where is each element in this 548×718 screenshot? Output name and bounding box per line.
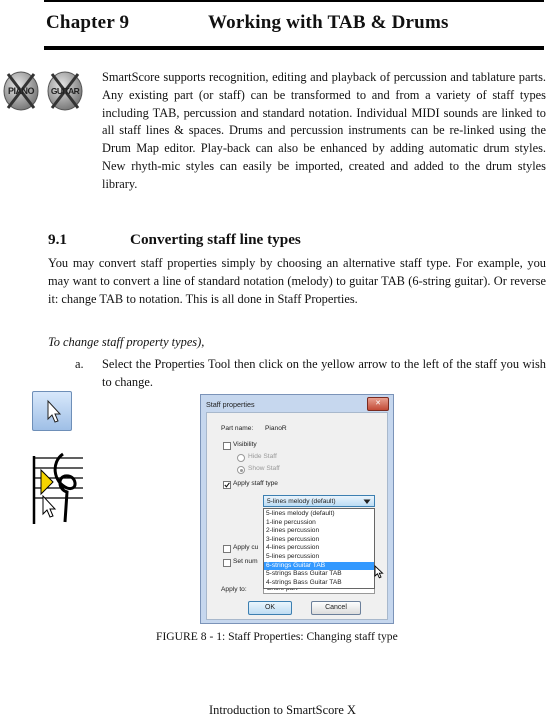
instruction-text: To change staff property types), bbox=[48, 335, 205, 349]
guitar-icon bbox=[46, 66, 84, 112]
dialog-close-button[interactable]: ✕ bbox=[367, 397, 389, 411]
piano-icon bbox=[2, 66, 40, 112]
staff-arrow-snippet bbox=[31, 452, 83, 528]
apply-cu-checkbox[interactable] bbox=[223, 545, 231, 553]
mouse-pointer-icon bbox=[374, 565, 384, 579]
chapter-label: Chapter 9 bbox=[46, 12, 130, 33]
section-title: Converting staff line types bbox=[130, 231, 301, 248]
staff-type-dropdown-list[interactable] bbox=[263, 508, 375, 589]
part-name-value: PianoR bbox=[265, 425, 287, 432]
staff-properties-dialog bbox=[200, 394, 394, 624]
step-text: Select the Properties Tool then click on the yellow arrow to the left of the staff you wish to change. bbox=[102, 357, 546, 389]
staff-type-option[interactable]: 3-lines percussion bbox=[266, 535, 320, 543]
staff-type-option-selected[interactable]: 6-strings Guitar TAB bbox=[264, 562, 374, 571]
chapter-title: Working with TAB & Drums bbox=[208, 12, 449, 33]
cancel-button[interactable]: Cancel bbox=[311, 601, 361, 615]
section-body: You may convert staff properties simply by choosing an alternative staff type. For example, you may want to convert a line of standard notation (melody) to guitar TAB (6-string guitar). Or reverse it: change TAB to notation. This is all done in Staff Properties. bbox=[48, 256, 546, 306]
staff-type-selected-value: 5-lines melody (default) bbox=[267, 497, 336, 505]
dialog-body bbox=[206, 412, 388, 620]
set-num-label: Set num bbox=[233, 558, 258, 565]
ok-button[interactable]: OK bbox=[248, 601, 292, 615]
check-icon bbox=[224, 482, 230, 488]
staff-type-option[interactable]: 4-lines percussion bbox=[266, 544, 320, 552]
header-top-rule bbox=[44, 0, 544, 2]
guitar-icon-label: GUITAR bbox=[50, 86, 80, 96]
page-footer: Introduction to SmartScore X bbox=[209, 703, 356, 717]
figure-caption: FIGURE 8 - 1: Staff Properties: Changing staff type bbox=[156, 630, 398, 643]
staff-type-option[interactable]: 5-lines melody (default) bbox=[266, 510, 335, 517]
part-name-label: Part name: bbox=[221, 425, 254, 432]
staff-type-option[interactable]: 5-lines percussion bbox=[266, 552, 320, 560]
show-staff-label: Show Staff bbox=[248, 465, 280, 472]
piano-icon-label: PIANO bbox=[7, 86, 34, 96]
visibility-label: Visibility bbox=[233, 441, 257, 448]
cursor-arrow-icon bbox=[33, 392, 71, 430]
staff-type-option[interactable]: 2-lines percussion bbox=[266, 527, 320, 535]
section-number: 9.1 bbox=[48, 231, 67, 248]
staff-type-option[interactable]: 5-strings Bass Guitar TAB bbox=[266, 570, 342, 578]
step-marker: a. bbox=[75, 357, 84, 371]
apply-cu-label: Apply cu bbox=[233, 544, 259, 551]
set-num-checkbox[interactable] bbox=[223, 559, 231, 567]
apply-staff-type-checkbox[interactable] bbox=[223, 481, 231, 489]
properties-tool-button[interactable] bbox=[32, 391, 72, 431]
staff-type-option[interactable]: 1-line percussion bbox=[266, 518, 316, 526]
intro-paragraph: SmartScore supports recognition, editing and playback of percussion and tablature parts. Any existing part (or staff) can be transformed to and from a variety of staff types including TAB, percussion and standard notation. Individual MIDI sounds are linked to all staff lines & spaces. Drums and percussion instruments can be re-linked using the Drum Map editor. Play-back can also be enhanced by adding automatic drum styles. New rhyth-mic styles can easily be imported, created and added to the drum styles library. bbox=[102, 70, 546, 191]
apply-staff-type-label: Apply staff type bbox=[233, 480, 278, 487]
apply-to-label: Apply to: bbox=[221, 586, 247, 593]
hide-staff-label: Hide Staff bbox=[248, 453, 277, 460]
staff-type-option[interactable]: 4-strings Bass Guitar TAB bbox=[266, 578, 342, 586]
visibility-checkbox[interactable] bbox=[223, 442, 231, 450]
hide-staff-radio[interactable] bbox=[237, 454, 245, 462]
show-staff-radio[interactable] bbox=[237, 466, 245, 474]
header-bottom-rule bbox=[44, 46, 544, 50]
dialog-title: Staff properties bbox=[206, 400, 255, 409]
staff-type-select[interactable] bbox=[263, 495, 375, 507]
chevron-down-icon bbox=[363, 499, 371, 505]
